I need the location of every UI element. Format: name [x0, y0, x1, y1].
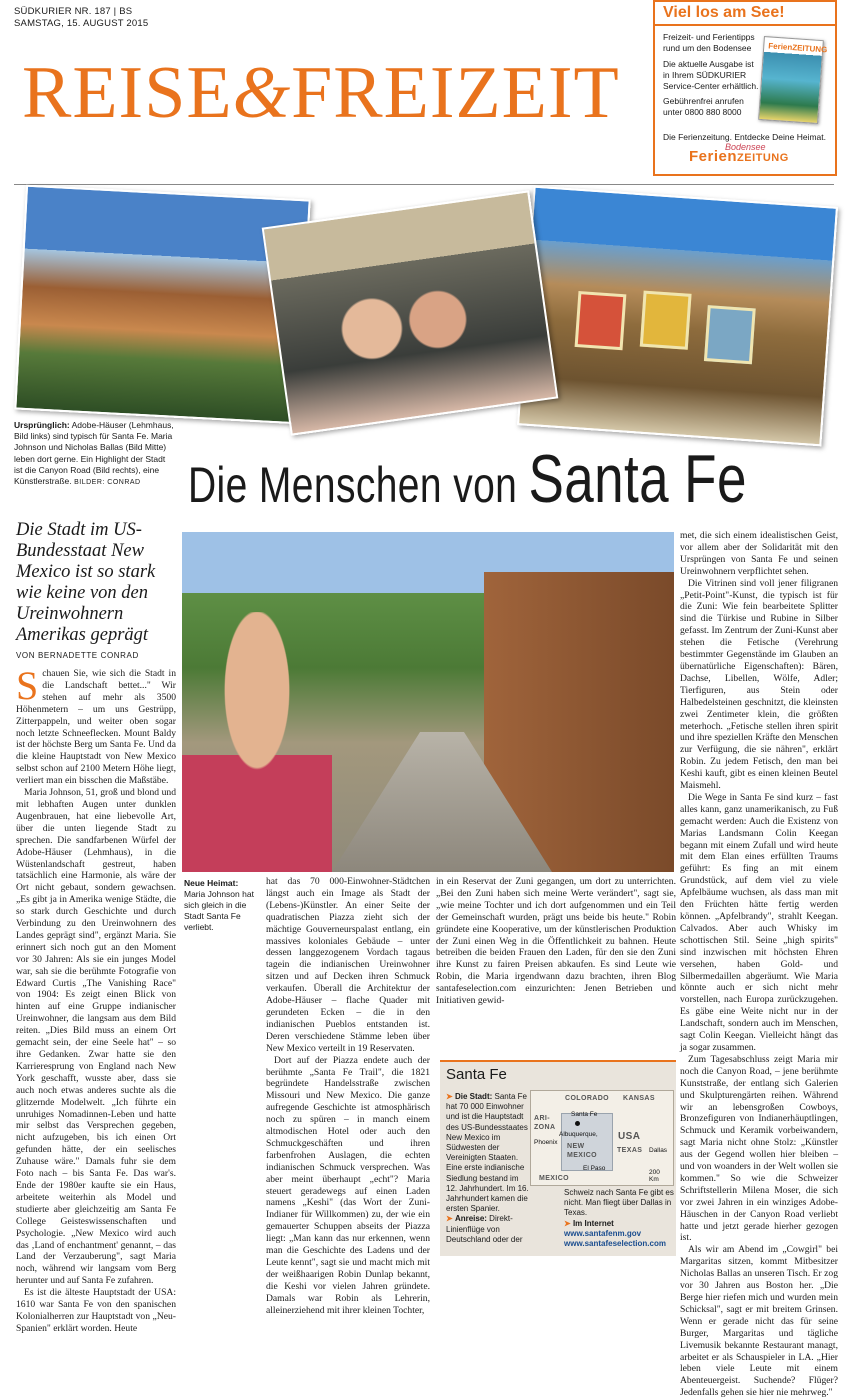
article-column-1	[16, 663, 176, 1334]
article-column-4	[680, 530, 838, 1399]
cover-label: FerienZEITUNG	[768, 41, 828, 55]
info-box-travel: Schweiz nach Santa Fe gibt es nicht. Man fliegt über Dallas in Texas. ➤ Im Internet www.santafenm.gov www.santafeselection.com	[564, 1188, 674, 1249]
maria-street-photo	[182, 532, 674, 872]
santa-fe-info-box	[440, 1060, 676, 1256]
article-paragraph: Maria Johnson, 51, groß und blond und mit lebhaften Augen unter dunklen Augenbrauen, hat eine liebevolle Art, über die unten liegende Stadt zu sprechen. Die sandfarbenen Würfel der Adobe-Häuser (Lehmhaus), in die Wüstenlandschaft gestreut, haben tatsächlich eine Harmonie, als wäre der Ort nicht gebaut, sondern gewachsen. „Es gibt ja in Amerika wenige Städte, die so stark durch Geschichte und durch Verbindung zu den Ureinwohnern des Landes geprägt sind", ergänzt Maria. Sie erinnert sich noch gut an den Moment vor 30 Jahren: Als sie ein junges Model war, sah sie die berühmte Fotografie von Edward Curtis „The Vanishing Race" von 1904: Es zeigt einen Blick von hinten auf eine Gruppe indianischer Ureinwohner, die langsam aus dem Bild reiten. „Dies Bild muss an einem Ort gemacht sein, der eine Seele hat" – so ihre Gedanken. Zwar hatte sie den Karrieresprung von England nach New York geschafft, wusste aber, dass sie auch noch etwas anderes suchte als die glitzernde Modelwelt. „Ich führte ein unruhiges Nomadinnen-Leben und hatte mir selbst das Versprechen gegeben, nicht aufzugeben, bis ich einen Ort gefunden hätte, der ein seelisches Zuhause wäre." Damals fuhr sie dem Foto nach – bis Santa Fe. Das war's. Ende der 1980er kaufte sie ein Haus, arbeitete weiterhin als Model und studierte aber gleichzeitig am Santa Fe College Geisteswissenschaften und Psychologie. „New Mexico wird auch das ‚Land of enchantment' genannt, – das Land der Verzauberung", sagt Maria noch, während wir langsam vom Berg herunter und auf Santa Fe zufahren.	[16, 787, 176, 1287]
section-title	[22, 52, 620, 134]
byline: VON BERNADETTE CONRAD	[16, 651, 139, 660]
masthead-meta	[14, 6, 148, 30]
section-title-part2: FREIZEIT	[291, 52, 620, 134]
painting-2	[640, 291, 692, 350]
article-paragraph: Dort auf der Piazza endete auch der berühmte „Santa Fe Trail", die 1821 begründete Handelsstraße zwischen Missouri und New Mexico. Die ganze aufregende Geschichte ist atmosphärisch noch zu spüren – in manch einem altmodischen Hotel oder auch den Schmuckgeschäften und ihren farbenfrohen Auslagen, die echten indianischen Schmuck versprechen. Was aber meint überhaupt „echt"? Maria steuert geradewegs auf einen Laden namens „Keshi" (das Wort der Zuni-Indianer für Willkommen) zu, der wie ein gemauerter Schuppen abseits der Piazza liegt: „Man kann das nur erkennen, wenn man die Geschichte des Ladens und der Leute kennt", sagt sie und macht mich mit der weißhaarigen Robin Dunlap bekannt, die Keshi vor vielen Jahren gründete. Damals war Robin als Lehrerin, alleinerziehend mit ihrer kleinen Tochter,	[266, 1054, 430, 1316]
painting-3	[704, 305, 756, 364]
article-paragraph: hat das 70 000-Einwohner-Städtchen längst auch ein Image als Stadt der (Lebens-)Künstler. An einer Seite der quadratischen Piazza zieht sich der mächtige Gouverneurspalast entlang, ein massives koloniales Gebäude – unter dessen langgezogenem Vordach tagaus tagein die indianischen Ureinwohner sitzen und auf Decken ihren Schmuck verkaufen. Überall die Architektur der Adobe-Häuser – flache Quader mit gerundeten Ecken – die in den indianischen Pueblos entstanden ist. Deren verschiedene Stämme leben über New Mexico verteilt in 19 Reservaten.	[266, 876, 430, 1054]
drop-cap: S	[16, 663, 39, 708]
link-santafenm[interactable]: www.santafenm.gov	[564, 1228, 642, 1238]
map-scale: 200 Km	[649, 1169, 660, 1183]
maria-and-nicholas-photo	[262, 190, 559, 436]
promo-logo-script: Bodensee	[725, 142, 766, 152]
link-santafeselection[interactable]: www.santafeselection.com	[564, 1239, 666, 1249]
date-line: SAMSTAG, 15. AUGUST 2015	[14, 18, 149, 29]
article-paragraph: Als wir am Abend im „Cowgirl" bei Margaritas sitzen, kommt Mitbesitzer Nicholas Ballas an unseren Tisch. Er zog vor 30 Jahren aus Boston her. „Die Berge hier riefen mich und wurden mein Schicksal", sagt er mit breitem Grinsen. Wenn er gerade nicht das für seine Burger, Margaritas und tägliche Livemusik bekannte Restaurant managt, arbeitet er als Schauspieler in LA. „Hier leben viele Leute mit einem Abenteuergeist. Suchende? Flüger? Jedenfalls gehen sie hier nie mehrweg."	[680, 1244, 838, 1399]
article-paragraph: Schauen Sie, wie sich die Stadt in die Landschaft bettet..." Wir stehen auf mehr als 3500 Höhenmetern – um uns Gestrüpp, Zitterpappeln, und weiter oben sogar noch letzte Schneeflecken. Mount Baldy ist der höchste Berg um Santa Fe. Und da die kleine Hauptstadt von New Mexico selbst schon auf 2100 Metern Höhe liegt, verliert man ein bisschen die Maßstäbe.	[16, 663, 176, 787]
article-paragraph: in ein Reservat der Zuni gegangen, um dort zu unterrichten. „Bei den Zuni haben sich meine Werte verändert", sagt sie, „wie meine Tochter und ich dort aufgenommen und ein Teil der Gemeinschaft wurden, prägt uns beide bis heute." Robin gründete eine Kooperative, um der künstlerischen Produktion der Zuni einen Weg in die Öffentlichkeit zu bahnen. Heute betreiben die beiden Frauen den Laden, für den sie den Zuni ihre Kunst zu fairen Preisen abkaufen. Es sind Leute wie Robin, die Maria irgendwann dazu brachten, ihren Blog santafeselection.com einzurichten: Jenen Betrieben und Initiativen gewid-	[436, 876, 676, 1007]
article-column-2	[266, 876, 430, 1316]
article-deck: Die Stadt im US-Bundesstaat New Mexico ist so stark wie keine von den Ureinwohnern Amerikas geprägt	[16, 520, 156, 645]
adobe-houses-photo	[14, 185, 310, 425]
promo-text-3: Gebührenfrei anrufen unter 0800 880 8000	[663, 96, 744, 117]
arrow-icon: ➤	[446, 1214, 453, 1224]
ferienzeitung-logo: FerienZEITUNG	[689, 148, 789, 165]
article-headline: Die Menschen von Santa Fe	[188, 441, 747, 517]
promo-tagline: Die Ferienzeitung. Entdecke Deine Heimat.	[663, 132, 826, 142]
canyon-road-photo	[517, 186, 838, 447]
section-title-part1: REISE	[22, 52, 233, 134]
article-paragraph: Zum Tagesabschluss zeigt Maria mir noch die Canyon Road, – jene berühmte Kunststraße, der entlang sich Galerien und Skulpturengärten reihen. Während wir an lebensgroßen Cowboys, Bronzefiguren von Indianerhäuptlingen, Schmuck und Keramik vorbeiwandern, sagt Maria nicht ohne Stolz: „Künstler aus der Gegend wollen hier bleiben – und von woanders in der Welt wollen sie kommen." So wie die Schweizer Schriftstellerin Milena Moser, die sich vor zwei Jahren in ein winziges Adobe-Häuschen in der Canyon Road verliebt hatte und jetzt gerade hierher gezogen ist.	[680, 1053, 838, 1244]
info-box-title: Santa Fe	[446, 1066, 507, 1083]
section-title-amp: &	[232, 52, 292, 134]
top-photo-caption: Ursprünglich: Adobe-Häuser (Lehmhaus, Bild links) sind typisch für Santa Fe. Maria Johnson und Nicholas Ballas (Bild Mitte) leben dort gerne. Ein Highlight der Stadt ist die Canyon Road (Bild rechts), eine Künstlerstraße. BILDER: CONRAD	[14, 420, 174, 487]
promo-text-1: Freizeit- und Ferientipps rund um den Bodensee	[663, 32, 755, 53]
promo-box[interactable]	[653, 0, 837, 176]
main-photo-caption: Neue Heimat: Maria Johnson hat sich gleich in die Stadt Santa Fe verliebt.	[184, 878, 254, 932]
article-paragraph: Die Wege in Santa Fe sind kurz – fast alles kann, ganz unamerikanisch, zu Fuß gemacht werden: Auch die Existenz von Marias Landsmann Colin Keegan begann mit einem Zufall und wird heute mit dem Elan eines erfüllten Traums geführt: Es fing an mit einem Grundstück, auf dem viel zu viele Apfelbäume wuchsen, als dass man mit den Früchten hätte fertig werden können. „Apfelbrandy", strahlt Keegan. Calvados. Aber auch Whisky im schottischen Stil. Seine „high spirits" sind inzwischen mit höchsten Ehren versehen, haben Gold- und Silbermedaillen abgeräumt. Wie Maria könnte auch er sich nicht mehr vorstellen, nach Europa zurückzugehen. Es gäbe eine Weite nicht nur in der Landschaft, sondern auch im Menschen, sagt Colin Keegan. Vielleicht hängt das ja sogar zusammen.	[680, 791, 838, 1053]
info-box-facts: ➤ Die Stadt: Santa Fe hat 70 000 Einwohner und ist die Hauptstadt des US-Bundesstaates New Mexico im Südwesten der Vereinigten Staaten. Eine erste indianische Siedlung bestand im 12. Jahrhundert. Im 16. Jahrhundert kamen die ersten Spanier. ➤ Anreise: Direkt-Linienflüge von Deutschland oder der	[446, 1092, 529, 1244]
region-map: COLORADO KANSAS ARI- ZONA NEW MEXICO USA TEXAS MEXICO Santa Fe Albuquerque, Phoenix El Paso Dallas 200 Km	[530, 1090, 674, 1186]
arrow-icon: ➤	[446, 1092, 453, 1101]
header-divider	[14, 184, 834, 185]
arrow-icon: ➤	[564, 1218, 571, 1228]
article-column-3	[436, 876, 676, 1056]
article-paragraph: Die Vitrinen sind voll jener filigranen „Petit-Point"-Kunst, die typisch ist für die Zuni: Wie fein bearbeitete Splitter sind die Türkise und Rubine in Silber gefasst. Im Zentrum der Zuni-Kunst aber stehen die Fetische (Verehrung bestimmter Gegenstände im Glauben an übernatürliche Eigenschaften): Bären, Dachse, Libellen, Wölfe, Adler; Tierfiguren, aus Stein oder Halbedelsteinen geschnitzt, die kleinsten zwei Zentimeter klein, die größten meterhoch. „Fetische stellen ihren spirit und ihre speziellen Kräfte den Menschen zur Verfügung, die sie nähren", erklärt Robin. Zu jedem Fetisch, den man bei Keshi kauft, gibt es einen kleinen Beutel Maismehl.	[680, 577, 838, 792]
painting-1	[575, 291, 627, 350]
article-paragraph: Es ist die älteste Hauptstadt der USA: 1610 war Santa Fe von den spanischen Kolonialherren zur Hauptstadt von „Neu-Spanien" erklärt worden. Heute	[16, 1287, 176, 1334]
new-mexico-state-shape	[561, 1113, 613, 1171]
promo-text-2: Die aktuelle Ausgabe ist in Ihrem SÜDKURIER Service-Center erhältlich.	[663, 59, 759, 91]
issue-line: SÜDKURIER NR. 187 | BS	[14, 6, 133, 17]
maria-portrait	[182, 612, 332, 872]
ferienzeitung-cover-image	[758, 36, 828, 124]
article-paragraph: met, die sich einem idealistischen Geist, vor allem aber der Solidarität mit den Ursprüngen von Santa Fe und seinen Ureinwohnern verpflichtet sehen.	[680, 530, 838, 577]
promo-heading: Viel los am See!	[655, 2, 835, 26]
santa-fe-marker	[575, 1121, 580, 1126]
